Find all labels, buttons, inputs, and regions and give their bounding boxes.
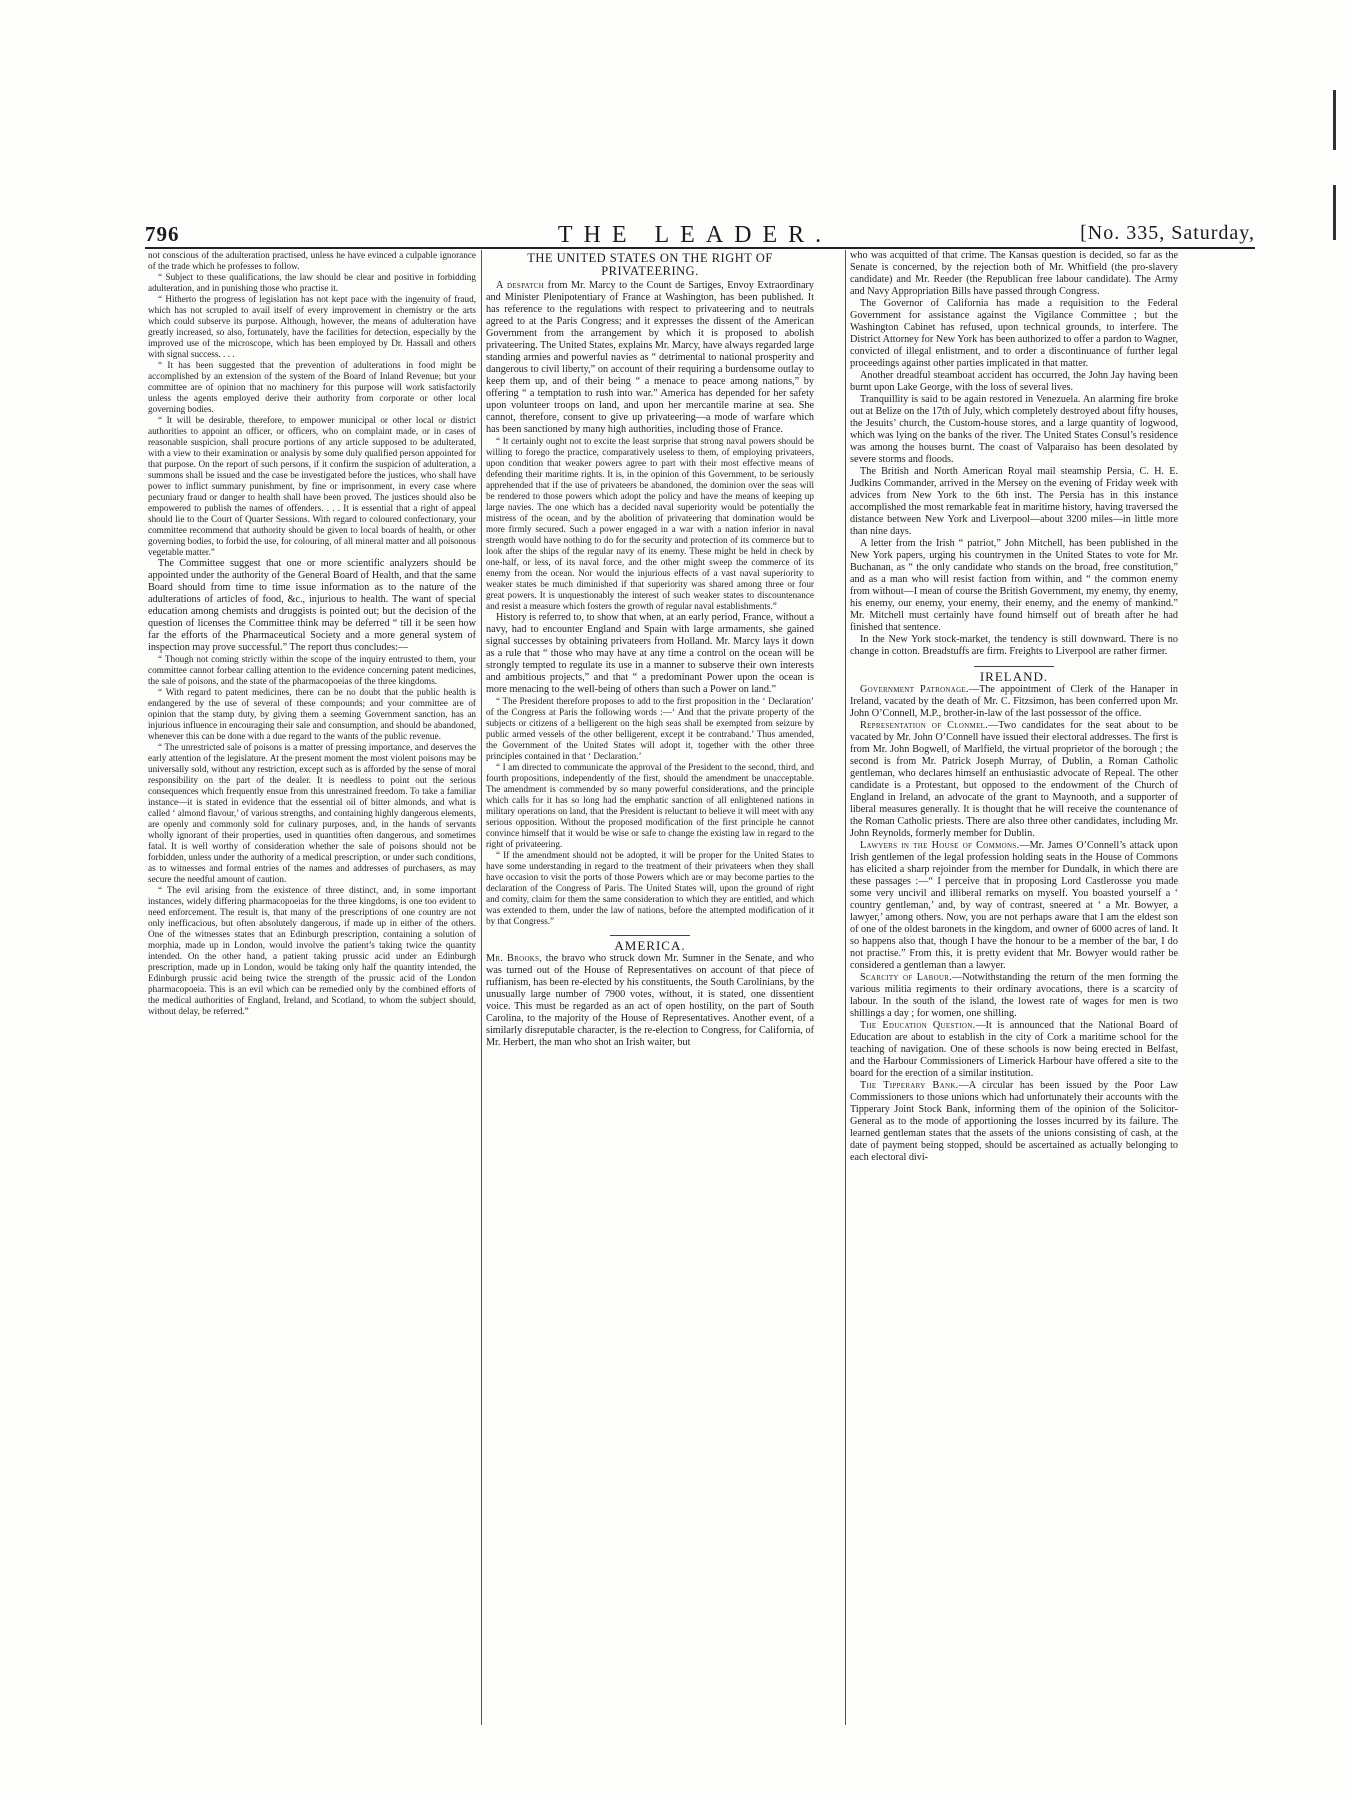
issue-label: [No. 335, Saturday, xyxy=(1080,222,1255,244)
binding-mark xyxy=(1333,185,1336,240)
paragraph: “ Hitherto the progress of legislation has not kept pace with the ingenuity of fraud, which has not scrupled to avail itself of every improvement in chemistry or the arts which could subserve its purpose. Although, however, the means of adulteration have greatly increased, so also, fortunately, have the facilities for detection, especially by the improved use of the microscope, which has been employed by Dr. Hassall and others with signal success. . . . xyxy=(148,294,476,359)
page-number: 796 xyxy=(145,222,180,246)
article-heading: THE UNITED STATES ON THE RIGHT OF PRIVATEERING. xyxy=(527,251,773,278)
paragraph-text: —It is announced that the National Board of Education are about to establish in the city of Cork a maritime school for the teaching of navigation. One of these schools is now being erected in Belfast, and the Harbour Commissioners of Limerick Harbour have offered a site to the board for the erection of a similar institution. xyxy=(850,1020,1178,1080)
paragraph: “ With regard to patent medicines, there can be no doubt that the public health is endangered by the use of several of these compounds; and your committee are of opinion that the stamp duty, by giving them a seeming Government sanction, has an injurious influence in encouraging their sale and consumption, and should be abandoned, whenever this can be done with a due regard to the wants of the public revenue. xyxy=(148,687,476,741)
paragraph: Tranquillity is said to be again restored in Venezuela. An alarming fire broke out at Belize on the 17th of July, which completely destroyed about fifty houses, the Jesuits’ church, the Custom-house stores, and a large quantity of logwood, which was lying on the banks of the river. The United States Consul’s residence was among the houses burnt. The coast of Valparaiso has been desolated by severe storms and floods. xyxy=(850,394,1178,465)
column-2 xyxy=(486,250,814,1725)
page-header xyxy=(145,222,1255,248)
paragraph-text: —Two candidates for the seat about to be vacated by Mr. John O’Connell have issued their electoral addresses. The first is from Mr. John Bogwell, of Marlfield, the virtual proprietor of the borough ; the second is from Mr. Patrick Joseph Murray, of Dublin, a Roman Catholic gentleman, who declares himself an enthusiastic advocate of Repeal. The other candidate is a Protestant, but opposed to the endowment of the Church of England in Ireland, an advocate of the grant to Maynooth, and a supporter of liberal measures generally. It is thought that he will receive the countenance of the Roman Catholic priests. There are also three other candidates, including Mr. John Reynolds, formerly member for Dublin. xyxy=(850,720,1178,840)
paragraph: Another dreadful steamboat accident has occurred, the John Jay having been burnt upon Lake George, with the loss of several lives. xyxy=(850,370,1178,393)
lead-in: Scarcity of Labour. xyxy=(860,972,953,984)
paragraph: In the New York stock-market, the tendency is still downward. There is no change in cotton. Breadstuffs are firm. Freights to Liverpool are rather firmer. xyxy=(850,634,1178,657)
column-divider xyxy=(845,250,846,1725)
paragraph: A letter from the Irish “ patriot,” John Mitchell, has been published in the New York papers, urging his countrymen in the United States to vote for Mr. Buchanan, as “ the only candidate who stands on the broad, free constitution,” and as a man who will resist faction from within, and “ the common enemy from without—I mean of course the British Government, my enemy, thy enemy, his enemy, our enemy, your enemy, their enemy, and the enemy of mankind.” Mr. Mitchell must certainly have found himself out of breath after he had finished that sentence. xyxy=(850,538,1178,633)
paragraph-text: —A circular has been issued by the Poor Law Commissioners to those unions which had unfortunately their accounts with the Tipperary Joint Stock Bank, informing them of the opinion of the Solicitor-General as to the mode of apportioning the losses incurred by its failure. The learned gentleman states that the assets of the unions consisting of cash, at the date of payment being stopped, should be ascertained as actually belonging to each electoral divi- xyxy=(850,1080,1178,1164)
paragraph-text: —The appointment of Clerk of the Hanaper in Ireland, vacated by the death of Mr. C. Fitzsimon, has been conferred upon Mr. John O’Connell, M.P., brother-in-law of the last possessor of the office. xyxy=(850,684,1178,720)
paragraph: “ The unrestricted sale of poisons is a matter of pressing importance, and deserves the early attention of the legislature. At the present moment the most violent poisons may be universally sold, without any restriction, except such as is afforded by the sense of moral responsibility on the part of the dealer. It is needless to point out the serious consequences which frequently ensue from this unrestrained freedom. To take a familiar instance—it is stated in evidence that the essential oil of bitter almonds, and what is called ‘ almond flavour,’ of various strengths, and containing highly dangerous elements, are openly and commonly sold for culinary purposes, and, in the hands of servants wholly ignorant of their properties, used in quantities often dangerous, and sometimes fatal. It is well worthy of consideration whether the sale of poisons should not be forbidden, unless under the authority of a medical prescription, or under such conditions, as to witnesses and formal entries of the names and addresses of purchasers, as may secure the needful amount of caution. xyxy=(148,742,476,884)
paragraph: History is referred to, to show that when, at an early period, France, without a navy, had to encounter England and Spain with large armaments, she gained signal successes by obtaining privateers from Holland. Mr. Marcy lays it down as a rule that “ those who may have at any time a control on the ocean will be strongly tempted to regulate its use in a manner to subserve their own interests and ambitious projects,” and that “ a predominant Power upon the ocean is more menacing to the well-being of others than such a Power on land.” xyxy=(486,612,814,695)
paragraph xyxy=(850,840,1178,972)
section-rule xyxy=(610,935,690,936)
paragraph-text: —Notwithstanding the return of the men forming the various militia regiments to their ordinary avocations, there is a scarcity of labour. In the south of the island, the lowest rate of wages for men is two shillings a day ; for women, one shilling. xyxy=(850,972,1178,1020)
paragraph xyxy=(486,280,814,436)
paragraph xyxy=(850,1020,1178,1080)
paragraph xyxy=(850,720,1178,840)
paragraph: “ Though not coming strictly within the scope of the inquiry entrusted to them, your committee cannot forbear calling attention to the evidence concerning patent medicines, the sale of poisons, and the state of the pharmacopoeias of the three kingdoms. xyxy=(148,654,476,686)
lead-in: Mr. Brooks, xyxy=(486,953,543,965)
paragraph: “ Subject to these qualifications, the law should be clear and positive in forbidding adulteration, and in punishing those who practise it. xyxy=(148,272,476,293)
section-heading: IRELAND. xyxy=(979,669,1049,684)
lead-in: A despatch xyxy=(496,280,545,291)
paragraph-text: from Mr. Marcy to the Count de Sartiges, Envoy Extraordinary and Minister Plenipotentiary of France at Washington, has been published. It has reference to the regulations with respect to privateering and to neutrals agreed to at the Paris Congress; and it expresses the dissent of the American Government from the arrangement by which it is proposed to abolish privateering. The United States, explains Mr. Marcy, have always regarded large standing armies and powerful navies as “ detrimental to national prosperity and dangerous to civil liberty,” on account of their requiring a burdensome outlay to keep them up, and of their being “ a menace to peace among nations,” by offering “ a temptation to rush into war.” America has depended for her safety upon volunteer troops on land, and upon her mercantile marine at sea. She cannot, therefore, consent to give up privateering—a mode of warfare which has been sanctioned by many high authorities, including those of France. xyxy=(486,280,814,435)
paragraph: not conscious of the adulteration practised, unless he have evinced a culpable ignorance of the trade which he professes to follow. xyxy=(148,250,476,271)
header-rule xyxy=(145,247,1255,249)
paragraph xyxy=(486,953,814,1049)
column-3 xyxy=(850,250,1178,1725)
paragraph: The Governor of California has made a requisition to the Federal Government for assistance against the Vigilance Committee ; but the Washington Cabinet has refused, upon technical grounds, to interfere. The District Attorney for New York has been authorized to offer a pardon to Wagner, convicted of illegal enlistment, and to order a discontinuance of further legal proceedings against other parties implicated in that matter. xyxy=(850,298,1178,369)
paragraph xyxy=(850,1080,1178,1164)
paragraph: who was acquitted of that crime. The Kansas question is decided, so far as the Senate is concerned, by the rejection both of Mr. Whitfield (the pro-slavery candidate) and Mr. Reeder (the Republican free labour candidate). The Army and Navy Appropriation Bills have passed through Congress. xyxy=(850,250,1178,297)
lead-in: Government Patronage. xyxy=(860,684,969,696)
paragraph: The British and North American Royal mail steamship Persia, C. H. E. Judkins Commander, arrived in the Mersey on the evening of Friday week with advices from New York to the 6th inst. The Persia has in this instance accomplished the most remarkable feat in maritime history, having traversed the distance between New York and Liverpool—about 3200 miles—in little more than nine days. xyxy=(850,466,1178,537)
column-1 xyxy=(148,250,476,1725)
binding-mark xyxy=(1333,90,1336,150)
paragraph: “ It certainly ought not to excite the least surprise that strong naval powers should be willing to forego the practice, comparatively useless to them, of employing privateers, upon condition that weaker powers agree to part with their most effective means of defending their maritime rights. It is, in the opinion of this Government, to be seriously apprehended that if the use of privateers be abandoned, the dominion over the seas will be rendered to those powers which adopt the policy and have the means of keeping up large navies. The one which has a decided naval superiority would be potentially the mistress of the ocean, and by the abolition of privateering that domination would be more firmly secured. Such a power engaged in a war with a nation inferior in naval strength would have nothing to do for the security and protection of its commerce but to look after the ships of the regular navy of its enemy. These might be held in check by one-half, or less, of its naval force, and the other might sweep the commerce of its enemy from the ocean. Nor would the injurious effects of a vast naval superiority to weaker states be much diminished if that superiority was shared among three or four great powers. It is unquestionably the interest of such weaker states to discountenance and resist a measure which fosters the growth of regular naval establishments.” xyxy=(486,436,814,611)
paragraph: “ If the amendment should not be adopted, it will be proper for the United States to have some understanding in regard to the treatment of their privateers when they shall have occasion to visit the ports of those Powers which are or may become parties to the declaration of the Congress of Paris. The United States will, upon the ground of right and comity, claim for them the same consideration to which they are entitled, and which was extended to them, under the law of nations, before the attempted modification of it by that Congress.” xyxy=(486,850,814,926)
column-divider xyxy=(481,250,482,1725)
lead-in: Lawyers in the House of Commons. xyxy=(860,840,1020,852)
newspaper-title: THE LEADER. xyxy=(557,222,833,248)
paragraph: “ It will be desirable, therefore, to empower municipal or other local or district authorities to appoint an officer, or officers, who on complaint made, or in cases of reasonable suspicion, shall procure portions of any article supposed to be adulterated, with a view to their examination or analysis by some duly qualified person appointed for that purpose. On the report of such persons, if it confirm the suspicion of adulteration, a summons shall be issued and the case be investigated before the justices, who shall have power to inflict summary punishment, by fine or imprisonment, in every case where pecuniary fraud or danger to health shall have been proved. The justices should also be empowered to publish the names of offenders. . . . It is essential that a right of appeal should lie to the Court of Quarter Sessions. With regard to coloured confectionary, your committee recommend that authority should be given to local boards of health, or other governing bodies, to forbid the use, for colouring, of all mineral matter and all poisonous vegetable matter.” xyxy=(148,415,476,557)
paragraph: “ The President therefore proposes to add to the first proposition in the ‘ Declaration’ of the Congress at Paris the following words :—‘ And that the private property of the subjects or citizens of a belligerent on the high seas shall be exempted from seizure by public armed vessels of the other belligerent, except it be contraband.’ Thus amended, the Government of the United States will adopt it, together with the other three principles contained in that ‘ Declaration.’ xyxy=(486,696,814,761)
paragraph-text: the bravo who struck down Mr. Sumner in the Senate, and who was turned out of the House of Representatives on account of that piece of ruffianism, has been re-elected by his constituents, the South Carolinians, by the unusually large number of 7900 votes, without, it is stated, one dissentient voice. This must be regarded as an act of open hostility, on the part of South Carolina, to the majority of the House of Representatives. Another event, of a similarly disreputable character, is the re-election to Congress, for California, of Mr. Herbert, the man who shot an Irish waiter, but xyxy=(486,953,814,1049)
paragraph: The Committee suggest that one or more scientific analyzers should be appointed under the authority of the General Board of Health, and that the same Board should from time to time issue information as to the nature of the adulterations of articles of food, &c., injurious to health. The want of special education among chemists and druggists is pointed out; but the decision of the question of licenses the Committee think may be deferred “ till it be seen how far the efforts of the Pharmaceutical Society and a more general system of inspection may prove successful.” The report thus concludes:— xyxy=(148,558,476,653)
paragraph: “ The evil arising from the existence of three distinct, and, in some important instances, widely differing pharmacopoeias for the three kingdoms, is one too evident to need enforcement. The result is, that many of the prescriptions of one country are not only inefficacious, but often absolutely dangerous, if made up in either of the others. One of the witnesses states that an Edinburgh prescription, containing a solution of morphia, made up in London, would involve the patient’s taking twice the quantity intended. On the other hand, a patient taking prussic acid under an Edinburgh prescription, made up in London, would be taking only half the quantity intended, the Edinburgh prussic acid being twice the strength of the prussic acid of the London pharmacopoeia. This is an evil which can be remedied only by the combined efforts of the medical authorities of England, Ireland, and Scotland, to whom the subject should, without delay, be referred.” xyxy=(148,885,476,1016)
lead-in: The Tipperary Bank. xyxy=(860,1080,959,1092)
section-rule xyxy=(974,666,1054,667)
paragraph: “ It has been suggested that the prevention of adulterations in food might be accomplished by an extension of the system of the Board of Inland Revenue; but your committee are of opinion that no machinery for this purpose will work satisfactorily unless the agents employed derive their authority from corporate or other local governing bodies. xyxy=(148,360,476,414)
lead-in: The Education Question. xyxy=(860,1020,976,1032)
paragraph xyxy=(850,972,1178,1020)
paragraph-text: —Mr. James O’Connell’s attack upon Irish gentlemen of the legal profession holding seats in the House of Commons has elicited a sharp rejoinder from the member for Dundalk, in which there are these passages :—“ I perceive that in proposing Lord Castlerosse you made some very uncivil and illiberal remarks on myself. You boasted yourself a ‘ country gentleman,’ and, by way of contrast, sneered at ‘ a Mr. Bowyer, a lawyer,’ among others. Now, you are not perhaps aware that I am the eldest son of one of the oldest baronets in the kingdom, and owner of 6000 acres of land. It so happens also that, though I have the honour to be a member of the bar, I do not practise.” From this, it is pretty evident that Mr. Bowyer would rather be considered a gentleman than a lawyer. xyxy=(850,840,1178,972)
lead-in: Representation of Clonmel. xyxy=(860,720,989,732)
paragraph: “ I am directed to communicate the approval of the President to the second, third, and fourth propositions, independently of the first, should the amendment be unacceptable. The amendment is commended by so many powerful considerations, and the principle which calls for it has so long had the emphatic sanction of all enlightened nations in military operations on land, that the President is reluctant to believe it will meet with any serious opposition. Without the proposed modification of the first principle he cannot convince himself that it would be wise or safe to change the existing law in regard to the right of privateering. xyxy=(486,762,814,849)
section-heading: AMERICA. xyxy=(614,938,686,953)
paragraph xyxy=(850,684,1178,720)
